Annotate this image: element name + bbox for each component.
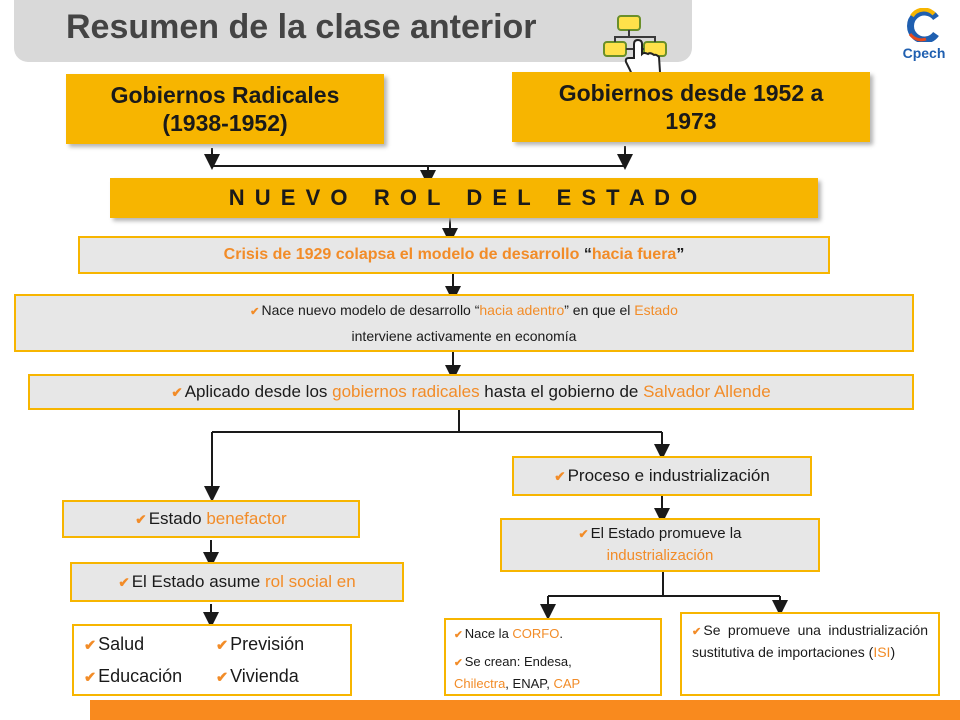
nuevo-rol-estado-band [110,178,818,218]
corfo-text-d: Se crean: Endesa, [464,654,572,669]
check-icon: ✔ [84,670,97,686]
crisis-quote-open: “ [583,246,592,263]
check-icon: ✔ [84,638,97,654]
promueve-text-a: El Estado promueve la [590,525,742,542]
proceso-industrializacion-box [512,456,812,496]
benefactor-text-a: Estado [148,509,207,528]
promueve-industrializacion: industrialización [606,547,714,564]
nace-estado: Estado [634,302,678,318]
aplicado-text-c: hasta el gobierno de [479,382,644,401]
check-icon: ✔ [118,575,130,590]
corfo-text-a: Nace la [464,626,513,641]
check-icon: ✔ [250,306,260,318]
isi-text-a: Se promueve una industrialización sustitutiva de importaciones ( [692,622,928,660]
aplicado-gobiernos-radicales: gobiernos radicales [332,382,480,401]
check-icon: ✔ [216,670,229,686]
check-icon: ✔ [171,385,183,400]
proceso-text: Proceso e industrialización [567,466,770,485]
gobiernos-1952-line2: 1973 [665,108,717,134]
corfo-line-2 [454,652,652,674]
social-item-label: Salud [98,634,145,654]
isi-text-c: ) [890,644,896,660]
cpech-logo-text: Cpech [902,45,946,61]
gobiernos-radicales-box [66,74,384,144]
corfo-box [444,618,662,696]
rol-social-text-b: rol social en [264,572,356,591]
aplicado-salvador-allende: Salvador Allende [643,382,771,401]
gobiernos-radicales-line2: (1938-1952) [162,110,288,136]
corfo-name: CORFO [512,626,560,641]
isi-box [680,612,940,696]
check-icon: ✔ [692,626,702,638]
gobiernos-1952-1973-box [512,72,870,142]
footer-bar [90,700,960,720]
corfo-line-1 [454,624,652,646]
nace-text-c: ” en que el [564,302,635,318]
nace-text-e: interviene activamente en economía [351,328,577,344]
estado-benefactor-box [62,500,360,538]
benefactor-text-b: benefactor [206,509,287,528]
check-icon: ✔ [454,658,463,669]
crisis-hacia-fuera: hacia fuera [591,246,677,263]
gobiernos-1952-line1: Gobiernos desde 1952 a [558,80,824,106]
aplicado-box [28,374,914,410]
social-item-prevision [216,634,304,655]
social-item-salud [84,634,144,655]
corfo-chilectra: Chilectra [454,676,506,691]
check-icon: ✔ [578,527,589,541]
corfo-line-3 [454,674,652,694]
nuevo-rol-estado-text: N U E V O R O L D E L E S T A D O [228,185,700,210]
social-item-vivienda [216,666,299,687]
corfo-text-c: . [559,626,563,641]
isi-acronym: ISI [873,644,891,660]
corfo-cap: CAP [553,676,581,691]
social-items-box [72,624,352,696]
rol-social-box [70,562,404,602]
nace-text-a: Nace nuevo modelo de desarrollo “ [261,302,480,318]
aplicado-text-a: Aplicado desde los [184,382,333,401]
check-icon: ✔ [454,630,463,641]
crisis-1929-box [78,236,830,274]
gobiernos-radicales-line1: Gobiernos Radicales [110,82,340,108]
check-icon: ✔ [216,638,229,654]
crisis-text-a: Crisis de 1929 colapsa el modelo de desarrollo [223,246,584,263]
rol-social-text-a: El Estado asume [131,572,265,591]
social-item-label: Vivienda [230,666,299,686]
nace-modelo-box [14,294,914,352]
check-icon: ✔ [554,469,566,484]
social-item-educacion [84,666,182,687]
social-item-label: Previsión [230,634,305,654]
estado-promueve-box [500,518,820,572]
page-title: Resumen de la clase anterior [66,8,537,46]
social-item-label: Educación [98,666,183,686]
nace-hacia-adentro: hacia adentro [479,302,565,318]
crisis-quote-close: ” [676,246,685,263]
check-icon: ✔ [135,512,147,527]
corfo-text-f: , ENAP, [505,676,554,691]
